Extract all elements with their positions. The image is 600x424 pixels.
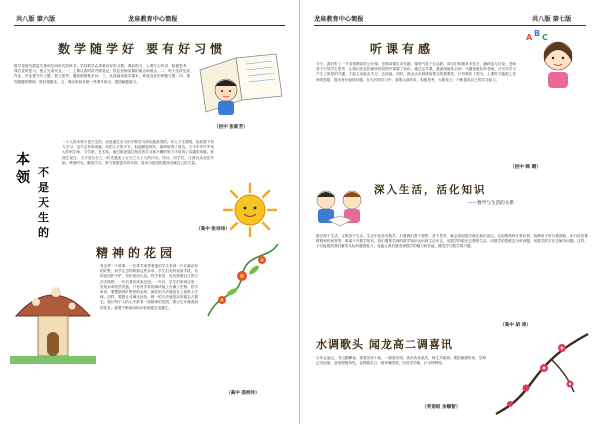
article-title-spirit-garden: 精神的花园 <box>96 246 177 260</box>
article-body-life-knowledge: 数学源于生活，又服务于生活。生活中处处有数学，只要我们善于观察，善于思考，就会发现数学就在我们身边。比如购物时计算价钱，装修房子时计算面积，出行时估算路程和时间等等，都离不开数学知识。我们要把学到的数学知识运用到生活中去，用数学的眼光去观察生活，用数学的思维去分析问题，用数学的方法去解决问题。这样，不仅能提高我们解决实际问题的能力，也能让我们感受到数学的魅力和价值，激发学习数学的兴趣。 <box>316 234 588 249</box>
girl-abc-illustration <box>522 28 592 90</box>
right-page <box>300 0 600 424</box>
page-number-left: 共八版 第六版 <box>16 16 56 23</box>
svg-text:本: 本 <box>16 152 30 168</box>
article-signature: （初中 张新芳） <box>214 125 248 130</box>
sun-illustration <box>218 182 282 238</box>
article-title-study-habits: 数学随学好 要有好习惯 <box>58 42 227 56</box>
article-body-listening-bottom <box>316 98 586 160</box>
article-title-poem: 水调歌头 闻龙高二调喜讯 <box>316 338 453 351</box>
reading-book-illustration <box>196 40 288 120</box>
article-signature: （高中 胡 涛） <box>500 323 531 328</box>
article-signature: （英语组 余顺智） <box>422 405 461 410</box>
svg-text:天: 天 <box>38 196 49 209</box>
svg-text:是: 是 <box>38 181 49 194</box>
article-body-spirit-garden-top: 有这样一个故事：一位哲学家带着他的学生来到一片长满杂草的旷野，问学生怎样除掉这些杂草。学生们有的说用手拔，有的说用铲子铲，有的说用火烧。哲学家说：你们按照自己的方法去做吧，一年后我们再来这里。一年后，学生们来到这里，发现杂草依然茂盛，只有哲学家的那块地上长满了庄稼。哲学家说：要想除掉旷野里的杂草，最好的方法就是在上面种上庄稼。同样，要想让灵魂无纷扰，唯一的方法就是用美德去占据它。我们每个人的心中都有一座精神的花园，要让它开满美丽的花朵，就要不断地用知识和美德去浇灌它。 <box>100 264 198 310</box>
header-rule <box>314 25 586 26</box>
svg-text:生: 生 <box>38 211 49 224</box>
mushroom-house-illustration <box>10 272 96 368</box>
article-title-listening: 听课有感 <box>370 42 435 56</box>
article-body-talent: 一个人的本领不是天生的，而是通过后天的不断学习和实践获得的。有人天生聪明，但如果不努力学习，也不会有所成就；有的人天资平平，但他勤奋刻苦，最终取得了成功。古今中外许多伟大的科学家、文学家、艺术家，他们都是通过刻苦的学习和不懈的努力才取得了卓越的成就。爱迪生说过：天才是百分之一的灵感加上百分之九十九的汗水。所以，同学们，让我们从现在开始，珍惜时光，勤奋学习，努力掌握更多的本领，将来为祖国的建设贡献自己的力量。 <box>62 140 214 165</box>
article-body-study-habits: 数学是研究数量关系和空间形式的科学。学好数学必须要有好的习惯，课前预习、上课专心听讲、积极思考，课后及时复习，独立完成作业。一、上课认真听讲并做笔记，抓住老师讲课的重点和难点。二、每天坚持完成作业，作业要书写工整，独立思考，遇到困难要多问。三、认真阅读数学课本，养成良好的审题习惯。四、重视错题的整理，做好错题本。五、课余时间多做一些课外练习，提高解题能力。 <box>14 64 190 84</box>
article-signature: （高中 张诗诗） <box>196 227 230 232</box>
svg-text:C: C <box>542 33 548 42</box>
article-body-poem: 少年志凌云，书山勤攀登。寒窗苦读十载，一朝展宏图。喜讯传来欢庆，师生共欢颜。捷报频频传来，学海泛舟远航，奋发图强争先。金榜题名日，桃李满园香。回首求学路，汗水铸辉煌。 <box>316 356 486 366</box>
article-subtitle: ——数学与生活的关系 <box>468 201 514 206</box>
newsletter-name-left: 龙泉教育中心简报 <box>128 16 178 23</box>
kids-reading-illustration <box>308 182 372 232</box>
vertical-title-glyphs <box>14 150 56 240</box>
article-body-listening-top: 今天，我们听了一节非常精彩的公开课。老师讲课生动有趣，课堂气氛十分活跃，同学们积极举手发言，踊跃参与讨论。老师善于引导学生思考，让我们在轻松愉快的氛围中掌握了知识。通过这节课，我深深地体会到：兴趣是最好的老师。只有对学习产生了浓厚的兴趣，才能主动地去学习，去探索。同时，我也认识到课前预习的重要性，只有做好了预习，上课时才能跟上老师的思路，提出有价值的问题。在今后的学习中，我要认真听讲，积极思考，大胆发言，不断提高自己的学习能力。 <box>316 62 516 82</box>
svg-text:A: A <box>526 33 533 42</box>
svg-text:领: 领 <box>16 170 30 186</box>
article-signature: （初中 韩 晴） <box>510 165 541 170</box>
newsletter-name-right: 龙泉教育中心简报 <box>314 16 364 23</box>
article-body-spirit-garden-bottom <box>100 326 284 378</box>
article-signature: （高中 邵梓玲） <box>226 391 260 396</box>
plum-blossom-branch-illustration <box>492 330 592 416</box>
vertical-title-talent <box>14 150 56 240</box>
svg-text:的: 的 <box>38 226 49 239</box>
header-rule <box>14 25 285 26</box>
flower-vine-illustration <box>198 240 284 320</box>
page-number-right: 共八版 第七版 <box>532 16 572 23</box>
article-title-life-knowledge: 深入生活，活化知识 <box>374 184 487 196</box>
svg-text:不: 不 <box>38 166 49 179</box>
svg-text:B: B <box>534 29 541 38</box>
